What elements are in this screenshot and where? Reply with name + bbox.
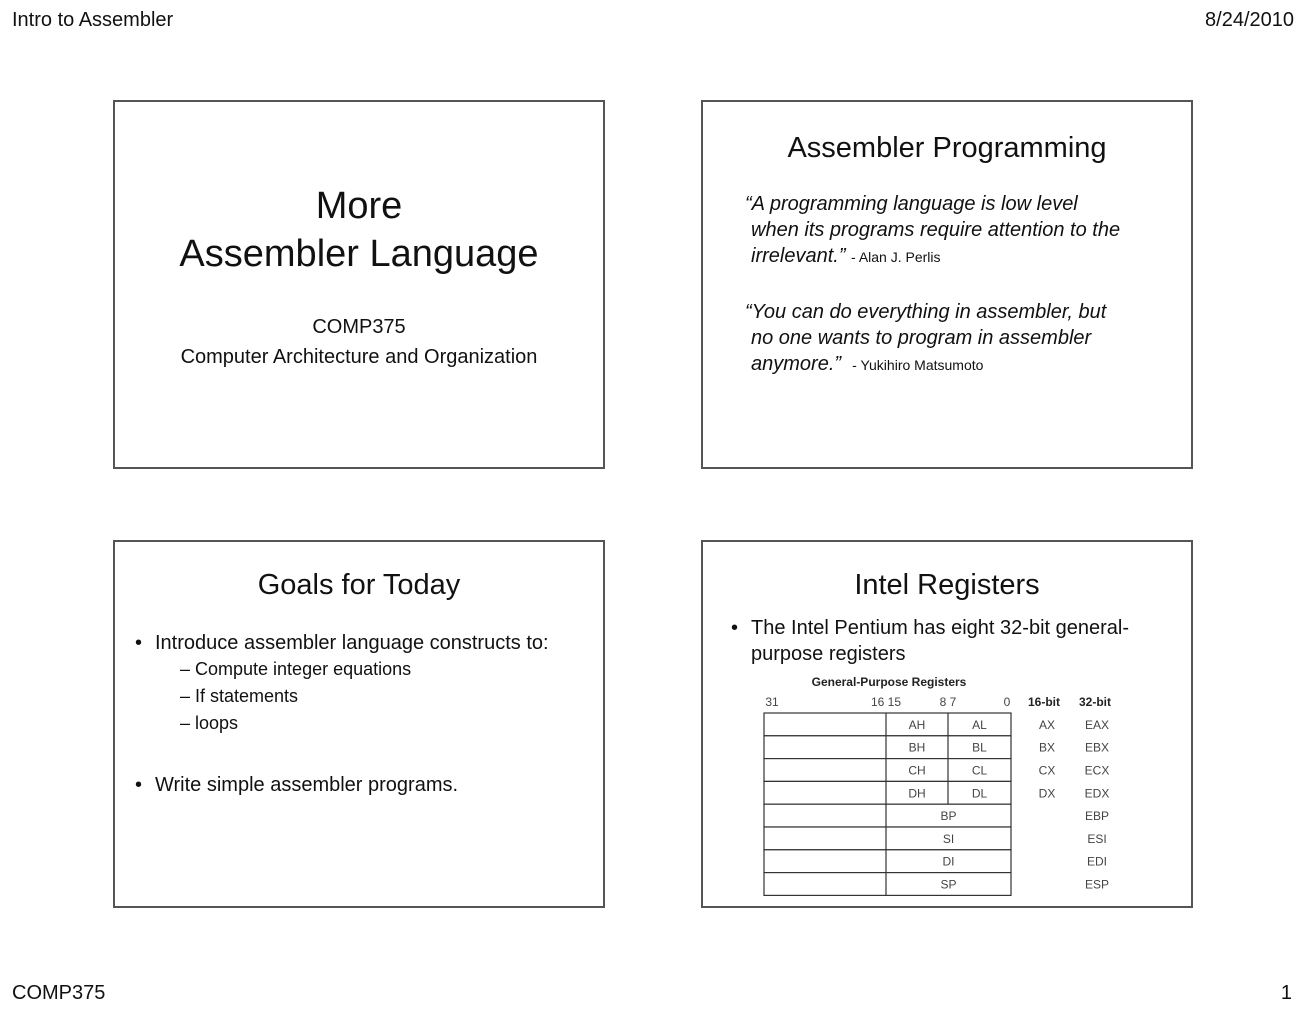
course-code: COMP375 [312,316,406,338]
slide-2-assembler-programming [701,100,1193,469]
slide-4-title: Intel Registers [854,569,1040,601]
slide-1-heading [115,182,603,278]
register-high-byte: BH [908,740,926,755]
register-32-bit-name: EDX [1084,786,1110,801]
register-32-bit-name: ESP [1084,877,1110,892]
register-16-bit-name: DI [942,854,955,869]
slide-1-heading-line-2: Assembler Language [179,233,539,275]
column-header-32-bit: 32-bit [1078,695,1112,709]
quote-matsumoto-line-3: anymore.” [751,353,842,375]
goal-bullet-constructs: • Introduce assembler language constructs to: [135,630,595,656]
document-header-date: 8/24/2010 [1205,9,1294,31]
document-footer-course: COMP375 [12,982,106,1004]
register-32-bit-name: EBP [1084,809,1110,824]
register-row-box [764,873,1011,896]
slide-3-goals [113,540,605,908]
registers-bullet-line-2: purpose registers [751,643,906,665]
register-16-bit-name: SI [942,831,955,846]
register-low-byte: BL [972,740,987,755]
slide-1-subtitle [115,312,603,372]
register-16-bit-name: BP [940,809,957,824]
registers-bullet-line-1: The Intel Pentium has eight 32-bit general- [751,617,1129,639]
register-row-box [764,804,1011,827]
register-high-byte: AH [908,717,926,732]
register-16-bit-name: AX [1038,717,1056,732]
register-diagram-caption: General-Purpose Registers [811,675,967,689]
document-header-title: Intro to Assembler [12,9,174,31]
register-row-box [764,850,1011,873]
slide-1-heading-line-1: More [315,185,403,227]
column-header-16-bit: 16-bit [1027,695,1061,709]
quote-matsumoto [745,299,1175,378]
page-number: 1 [1280,982,1292,1004]
register-32-bit-name: EDI [1086,854,1108,869]
register-32-bit-name: ESI [1087,831,1107,846]
register-16-bit-name: BX [1038,740,1056,755]
register-32-bit-name: EAX [1084,717,1110,732]
register-low-byte: DL [971,786,988,801]
register-high-byte: DH [908,786,926,801]
register-16-bit-name: DX [1038,786,1056,801]
quote-matsumoto-line-2: no one wants to program in assembler [751,327,1092,349]
slide-4-intel-registers [701,540,1193,908]
register-32-bit-name: ECX [1084,763,1110,778]
goal-sub-if-statements: – If statements [180,686,299,706]
goals-list [135,630,595,798]
quote-perlis-author: - Alan J. Perlis [851,249,941,265]
register-16-bit-name: CX [1038,763,1056,778]
bit-label-16-15: 16 15 [870,695,902,709]
bit-label-31: 31 [765,695,779,709]
course-name: Computer Architecture and Organization [180,346,538,368]
register-low-byte: CL [971,763,988,778]
quote-matsumoto-line-1: “You can do everything in assembler, but [745,301,1107,323]
register-32-bit-name: EBX [1084,740,1110,755]
register-high-byte: CH [908,763,926,778]
register-low-byte: AL [972,717,987,732]
goal-sub-loops: – loops [180,713,239,733]
quote-perlis-line-3: irrelevant.” [751,245,846,267]
register-diagram [703,542,1191,906]
quote-perlis-line-2: when its programs require attention to the [751,219,1121,241]
register-16-bit-name: SP [940,877,957,892]
register-row-box [764,827,1011,850]
quote-perlis [745,191,1175,270]
goal-sub-integer-equations: – Compute integer equations [180,659,412,679]
slide-1-title [113,100,605,469]
goal-bullet-programs: • Write simple assembler programs. [135,772,595,798]
quote-perlis-line-1: “A programming language is low level [745,193,1078,215]
slide-2-title: Assembler Programming [787,132,1107,164]
quote-matsumoto-author: - Yukihiro Matsumoto [852,357,984,373]
slide-3-title: Goals for Today [257,569,461,601]
register-rows [764,713,1109,895]
bit-label-8-7: 8 7 [939,695,957,709]
bit-label-0: 0 [1003,695,1011,709]
